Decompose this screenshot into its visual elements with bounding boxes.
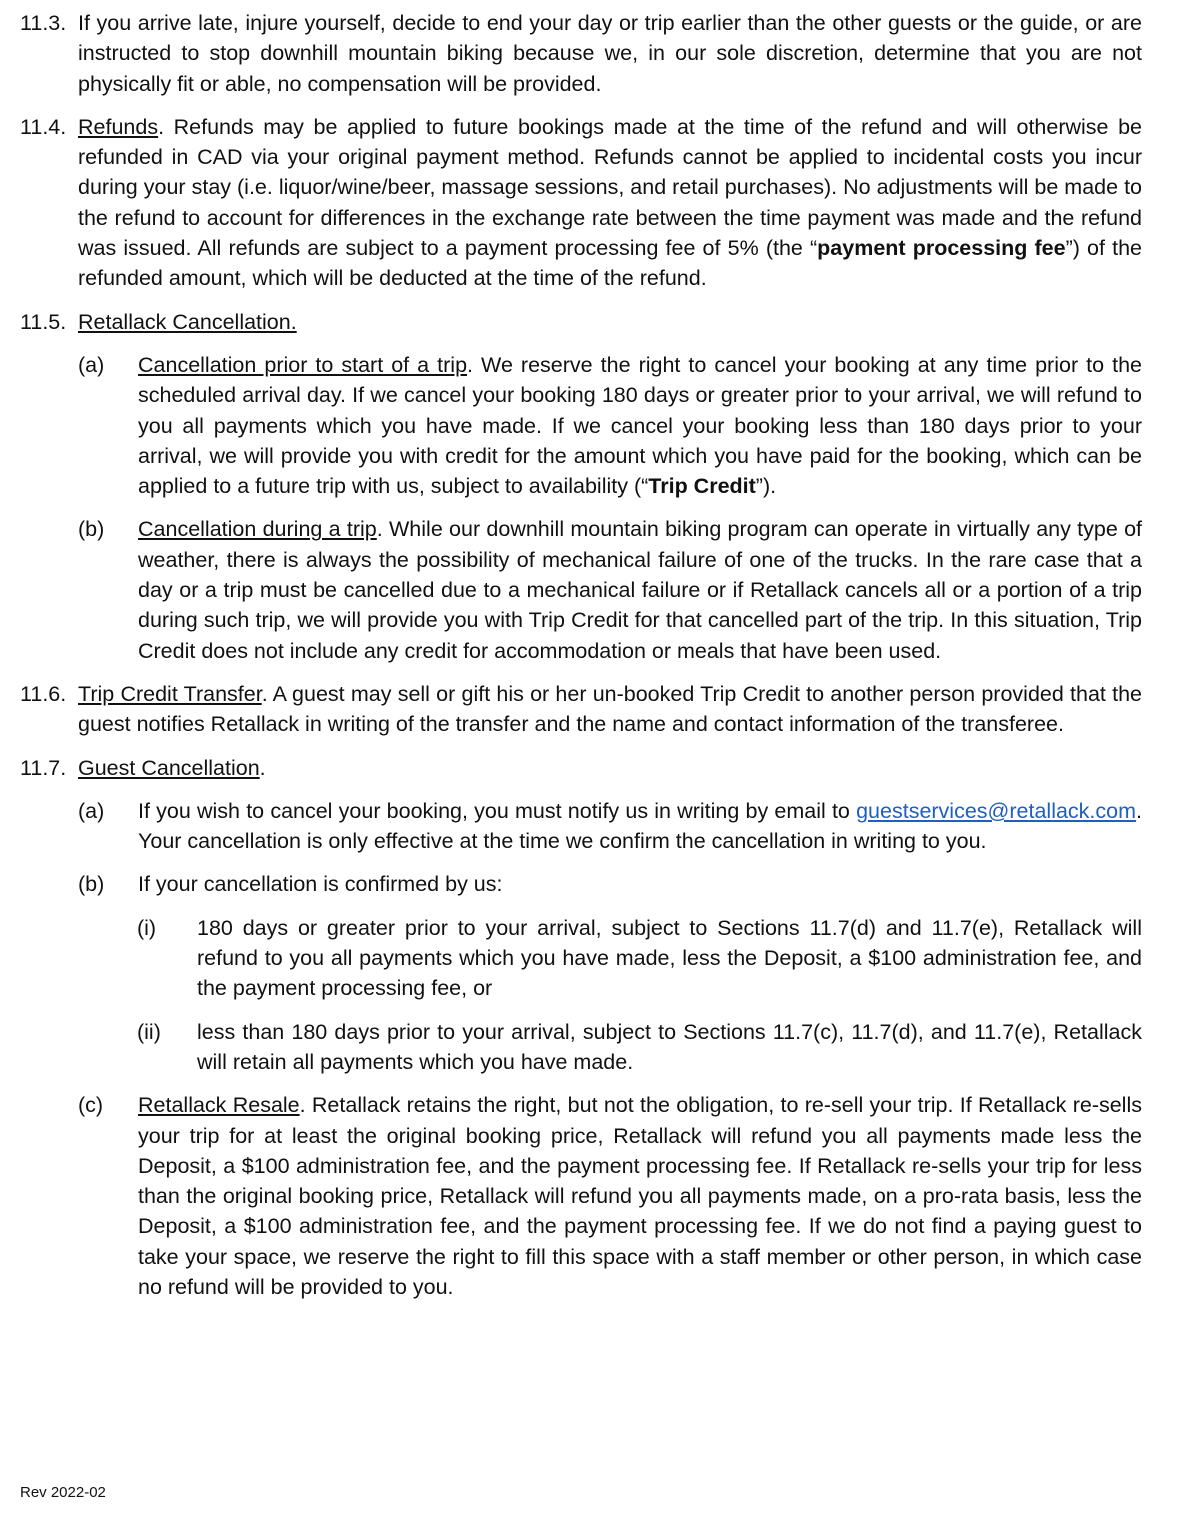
- section-text: ”) of the refunded amount, which will be deducted at the time of the refund.: [78, 236, 1142, 291]
- section-11-4: [20, 112, 1142, 294]
- defined-term: payment processing fee: [817, 236, 1066, 261]
- subsection-text: If you wish to cancel your booking, you must notify us in writing by email to: [138, 798, 857, 823]
- subsection-label: (a): [78, 798, 105, 823]
- section-number: 11.7.: [20, 755, 67, 780]
- section-title-period: .: [259, 755, 266, 780]
- section-number: 11.6.: [20, 681, 67, 706]
- subsection-label: (c): [78, 1093, 104, 1118]
- section-11-5: [20, 307, 1142, 337]
- section-11-3: [20, 8, 1142, 99]
- subsection-title: Cancellation during a trip: [138, 517, 377, 542]
- section-11-6: [20, 679, 1142, 740]
- defined-term: Trip Credit: [648, 474, 756, 499]
- subsection-11-7-a: [20, 796, 1142, 857]
- subsection-11-5-b: [20, 514, 1142, 665]
- section-title: Refunds: [78, 114, 159, 139]
- revision-footer: Rev 2022-02: [20, 1484, 106, 1501]
- subsection-title: Cancellation prior to start of a trip: [138, 352, 468, 377]
- document-page: [20, 8, 1142, 1315]
- section-title: Retallack Cancellation.: [78, 309, 297, 334]
- subsection-text: . Retallack retains the right, but not the obligation, to re-sell your trip. If Retallack re-sells your trip for at least the original booking price, Retallack will refund you all payments made less the Deposit, a $100 administration fee, and the payment processing fee. If Retallack re-sells your trip for less than the original booking price, Retallack will refund you all payments made, on a pro-rata basis, less the Deposit, a $100 administration fee, and the payment processing fee. If we do not find a paying guest to take your space, we reserve the right to fill this space with a staff member or other person, in which case no refund will be provided to you.: [138, 1093, 1142, 1299]
- subsection-label: (b): [78, 517, 105, 542]
- subsection-text: If your cancellation is confirmed by us:: [138, 872, 503, 897]
- section-text: If you arrive late, injure yourself, decide to end your day or trip earlier than the other guests or the guide, or are instructed to stop downhill mountain biking because we, in our sole discretion, determine that you are not physically fit or able, no compensation will be provided.: [78, 11, 1142, 96]
- subsection-text: . We reserve the right to cancel your booking at any time prior to the scheduled arrival day. If we cancel your booking 180 days or greater prior to your arrival, we will refund to you all payments which you have made. If we cancel your booking less than 180 days prior to your arrival, we will provide you with credit for the amount which you have paid for the booking, which can be applied to a future trip with us, subject to availability (“: [138, 352, 1142, 499]
- clause-text: 180 days or greater prior to your arrival, subject to Sections 11.7(d) and 11.7(e), Retallack will refund to you all payments which you have made, less the Deposit, a $100 administration fee, and the payment processing fee, or: [197, 915, 1142, 1001]
- clause-text: less than 180 days prior to your arrival, subject to Sections 11.7(c), 11.7(d), and 11.7(e), Retallack will retain all payments which you have made.: [197, 1019, 1142, 1074]
- subsection-title: Retallack Resale: [138, 1093, 300, 1118]
- subsection-text: ”).: [755, 474, 777, 499]
- subsection-label: (b): [78, 872, 105, 897]
- subsection-11-7-c: [20, 1090, 1142, 1302]
- subsection-11-5-a: [20, 350, 1142, 501]
- subsection-text: . While our downhill mountain biking program can operate in virtually any type of weather, there is always the possibility of mechanical failure of one of the trucks. In the rare case that a day or a trip must be cancelled due to a mechanical failure or if Retallack cancels all or a portion of a trip during such trip, we will provide you with Trip Credit for that cancelled part of the trip. In this situation, Trip Credit does not include any credit for accommodation or meals that have been used.: [138, 517, 1142, 663]
- section-text: . A guest may sell or gift his or her un-booked Trip Credit to another person provided that the guest notifies Retallack in writing of the transfer and the name and contact information of the transferee.: [78, 681, 1142, 737]
- clause-11-7-b-ii: [20, 1017, 1142, 1078]
- section-number: 11.3.: [20, 11, 67, 35]
- section-title: Trip Credit Transfer: [78, 681, 262, 706]
- clause-label: (ii): [137, 1019, 161, 1044]
- clause-11-7-b-i: [20, 913, 1142, 1004]
- subsection-label: (a): [78, 352, 105, 377]
- section-text: . Refunds may be applied to future bookings made at the time of the refund and will otherwise be refunded in CAD via your original payment method. Refunds cannot be applied to incidental costs you incur during your stay (i.e. liquor/wine/beer, massage sessions, and retail purchases). No adjustments will be made to the refund to account for differences in the exchange rate between the time payment was made and the refund was issued. All refunds are subject to a payment processing fee of 5% (the “: [78, 114, 1142, 261]
- subsection-11-7-b: [20, 869, 1142, 899]
- section-11-7: [20, 753, 1142, 783]
- clause-label: (i): [137, 915, 157, 940]
- subsection-text: . Your cancellation is only effective at the time we confirm the cancellation in writing to you.: [138, 798, 1142, 854]
- section-number: 11.4.: [20, 114, 67, 139]
- section-title: Guest Cancellation: [78, 755, 260, 780]
- section-number: 11.5.: [20, 309, 67, 334]
- email-link[interactable]: guestservices@retallack.com: [856, 798, 1137, 823]
